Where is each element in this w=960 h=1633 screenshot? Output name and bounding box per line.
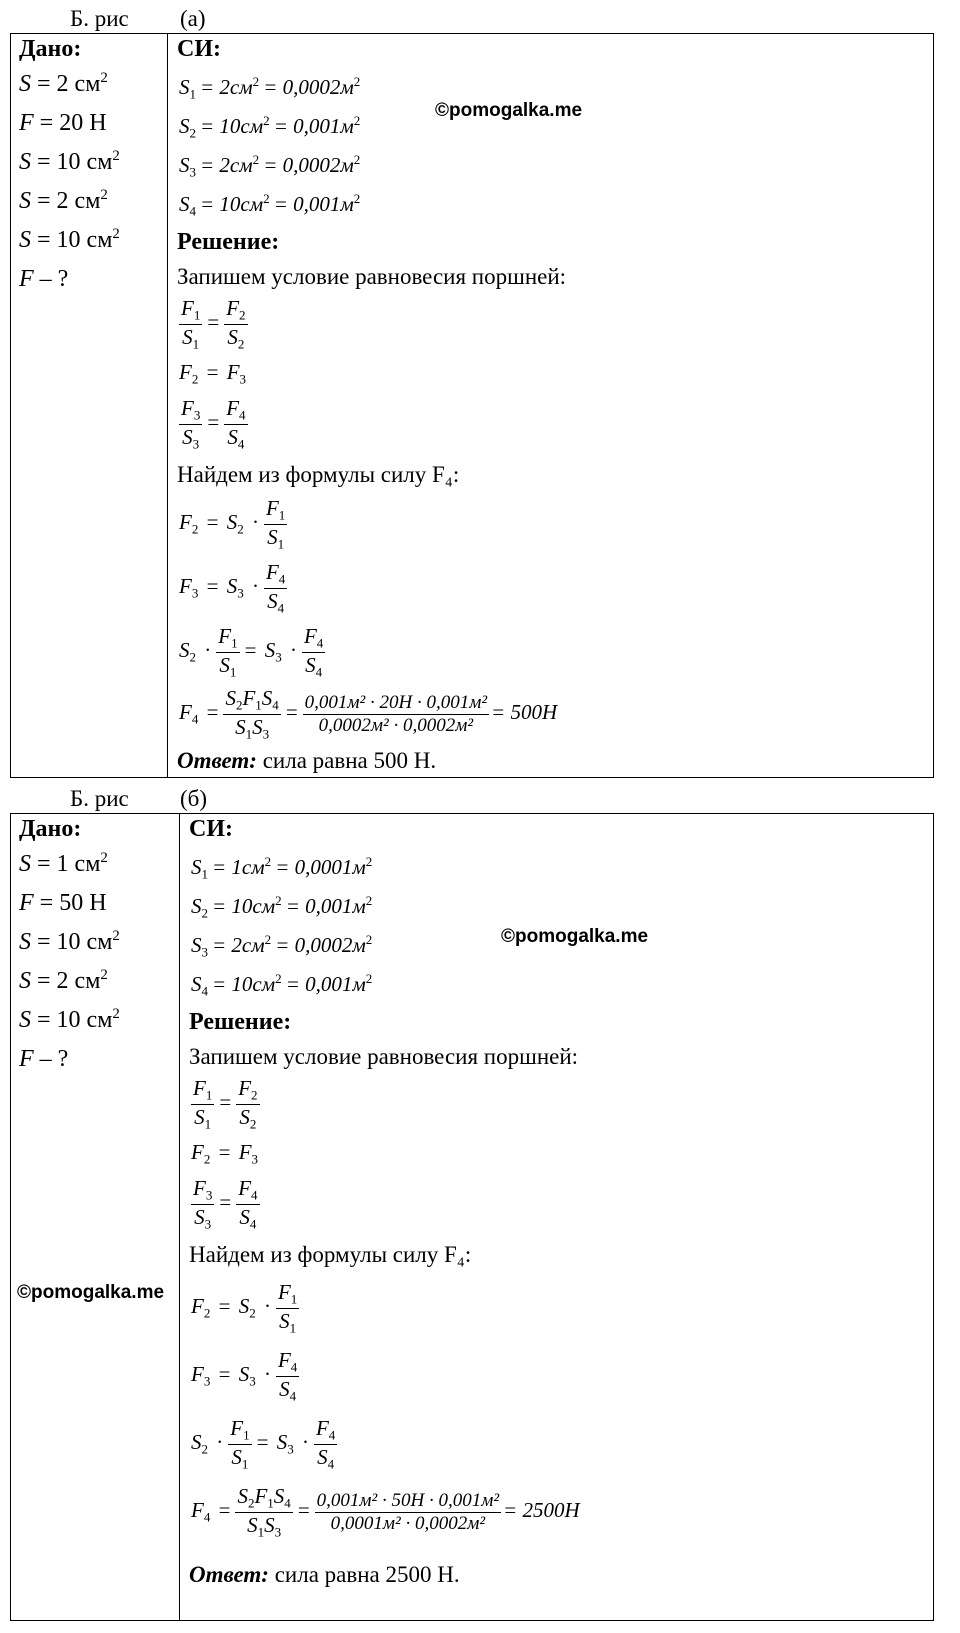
si-item (191, 893, 372, 921)
si-m-value: = 0,001м (273, 191, 354, 216)
given-variable: F (19, 109, 34, 136)
given-variable: S (19, 226, 31, 253)
equation-f2-expr: $F_2 = S_2$ · $\frac{F_1}{S_1}$ (191, 1280, 298, 1336)
si-m-value: = 0,0002м (275, 932, 366, 957)
given-item (19, 1045, 68, 1073)
si-subscript: 4 (201, 983, 209, 999)
si-m-value: = 0,001м (285, 971, 366, 996)
answer-label: Ответ: (189, 1562, 269, 1587)
given-exponent: 2 (100, 70, 108, 86)
si-exponent: 2 (263, 113, 270, 128)
si-variable: S (179, 113, 190, 138)
answer-label: Ответ: (177, 748, 257, 773)
si-subscript: 4 (189, 203, 197, 219)
si-variable: S (179, 152, 190, 177)
si-variable: S (191, 893, 202, 918)
si-subscript: 1 (189, 86, 197, 102)
equation-combined: $S_2$ · $\frac{F_1}{S_1}$ = $S_3$ · $\frac{F_4}{S_4}$ (179, 624, 324, 680)
equation-final: $F_4$ = $\frac{S_2F_1S_4}{S_1S_3}$ = $\frac{\text{0,001м² · 50Н · 0,001м²}}{\text{0,0001м² · 0,0002м²}}$ = 2500Н (191, 1484, 580, 1540)
given-variable: S (19, 187, 31, 214)
given-item (19, 1006, 120, 1034)
equation-final: $F_4$ = $\frac{S_2F_1S_4}{S_1S_3}$ = $\frac{\text{0,001м² · 20Н · 0,001м²}}{\text{0,0002м² · 0,0002м²}}$ = 500Н (179, 686, 558, 742)
si-variable: S (191, 971, 202, 996)
caption-a-variant: (a) (180, 6, 206, 31)
given-item (19, 889, 107, 917)
caption-b-label: Б. рис (70, 786, 129, 811)
si-item (179, 191, 360, 219)
equilibrium-text: Запишем условие равновесия поршней: (189, 1044, 579, 1069)
si-variable: S (191, 932, 202, 957)
si-exponent: 2 (353, 191, 361, 206)
si-exponent: 2 (263, 191, 270, 206)
si-header: СИ: (177, 36, 221, 62)
si-cm-value: = 2см (200, 152, 253, 177)
si-m-value: = 0,0001м (275, 854, 366, 879)
equation-f1s1-f2s2: $\frac{F_1}{S_1}$ = $\frac{F_2}{S_2}$ (181, 296, 246, 352)
equation-f3-expr: $F_3 = S_3$ · $\frac{F_4}{S_4}$ (191, 1348, 298, 1404)
find-force-text: Найдем из формулы силу F₄: (189, 1242, 472, 1267)
si-m-value: = 0,001м (273, 113, 354, 138)
given-exponent: 2 (100, 187, 108, 203)
given-variable: S (19, 850, 31, 877)
given-value: = 10 см (37, 226, 113, 253)
given-variable: S (19, 148, 31, 175)
given-variable: F (19, 889, 34, 916)
given-item (19, 265, 68, 293)
given-variable: S (19, 1006, 31, 1033)
si-m-value: = 0,0002м (263, 74, 354, 99)
equation-f3-expr: $F_3 = S_3$ · $\frac{F_4}{S_4}$ (179, 560, 286, 616)
solution-table-a (10, 33, 934, 778)
given-item (19, 148, 120, 176)
si-exponent: 2 (365, 932, 373, 947)
si-variable: S (179, 74, 190, 99)
given-variable: F (19, 265, 34, 292)
si-cm-value: = 10см (200, 191, 264, 216)
si-exponent: 2 (252, 152, 260, 167)
equation-combined: $S_2$ · $\frac{F_1}{S_1}$ = $S_3$ · $\frac{F_4}{S_4}$ (191, 1416, 336, 1472)
given-value: = 10 см (37, 1006, 113, 1033)
si-cm-value: = 1см (212, 854, 265, 879)
equation-f3s3-f4s4: $\frac{F_3}{S_3}$ = $\frac{F_4}{S_4}$ (193, 1176, 258, 1232)
given-value: = 1 см (37, 850, 101, 877)
given-value: – ? (39, 265, 69, 292)
given-exponent: 2 (100, 967, 108, 983)
given-item (19, 109, 107, 137)
si-exponent: 2 (353, 152, 361, 167)
si-subscript: 3 (189, 164, 197, 180)
given-item (19, 967, 108, 995)
si-exponent: 2 (275, 893, 282, 908)
final-numerator: 0,001м² · 20Н · 0,001м² (304, 691, 488, 713)
given-value: = 10 см (37, 148, 113, 175)
si-subscript: 3 (201, 944, 209, 960)
answer (189, 1562, 460, 1588)
watermark: ©pomogalka.me (501, 926, 649, 947)
given-item (19, 226, 120, 254)
given-value: = 50 Н (39, 889, 107, 916)
equation-f2-expr: $F_2 = S_2$ · $\frac{F_1}{S_1}$ (179, 496, 286, 552)
final-result: = 500Н (491, 699, 558, 724)
given-value: = 2 см (37, 70, 101, 97)
given-variable: S (19, 928, 31, 955)
given-exponent: 2 (100, 850, 108, 866)
si-variable: S (191, 854, 202, 879)
given-item (19, 187, 108, 215)
equation-f2-f3: $F_2 = F_3$ (179, 360, 247, 387)
equation-f3s3-f4s4: $\frac{F_3}{S_3}$ = $\frac{F_4}{S_4}$ (181, 396, 246, 452)
given-variable: S (19, 967, 31, 994)
final-denominator: 0,0002м² · 0,0002м² (318, 714, 474, 736)
si-m-value: = 0,001м (285, 893, 366, 918)
si-variable: S (179, 191, 190, 216)
si-item (191, 971, 372, 999)
given-exponent: 2 (112, 1006, 120, 1022)
equation-f2-f3: $F_2 = F_3$ (191, 1140, 259, 1167)
given-variable: S (19, 70, 31, 97)
answer (177, 748, 436, 774)
find-force-text: Найдем из формулы силу F₄: (177, 462, 460, 487)
si-subscript: 1 (201, 866, 209, 882)
si-item (179, 152, 360, 180)
si-exponent: 2 (365, 893, 373, 908)
si-exponent: 2 (353, 113, 361, 128)
si-item (179, 74, 360, 102)
given-header: Дано: (19, 36, 82, 62)
si-item (191, 854, 372, 882)
given-value: = 20 Н (39, 109, 107, 136)
si-subscript: 2 (189, 125, 197, 141)
given-header: Дано: (19, 816, 82, 842)
given-value: = 2 см (37, 967, 101, 994)
si-m-value: = 0,0002м (263, 152, 354, 177)
si-exponent: 2 (353, 74, 361, 89)
given-item (19, 70, 108, 98)
column-divider (179, 814, 180, 1620)
given-value: – ? (39, 1045, 69, 1072)
solution-header: Решение: (189, 1009, 292, 1035)
si-exponent: 2 (252, 74, 260, 89)
si-cm-value: = 10см (212, 971, 276, 996)
given-value: = 10 см (37, 928, 113, 955)
si-cm-value: = 2см (212, 932, 265, 957)
solution-table-b (10, 813, 934, 1621)
given-exponent: 2 (112, 928, 120, 944)
given-value: = 2 см (37, 187, 101, 214)
watermark: ©pomogalka.me (17, 1282, 165, 1303)
given-variable: F (19, 1045, 34, 1072)
given-exponent: 2 (112, 226, 120, 242)
si-item (191, 932, 372, 960)
si-exponent: 2 (275, 971, 282, 986)
si-cm-value: = 2см (200, 74, 253, 99)
final-denominator: 0,0001м² · 0,0002м² (330, 1512, 486, 1534)
si-cm-value: = 10см (212, 893, 276, 918)
final-result: = 2500Н (503, 1497, 580, 1522)
answer-text: сила равна 2500 Н. (274, 1562, 460, 1587)
si-item (179, 113, 360, 141)
caption-b-variant: (б) (180, 786, 208, 811)
si-header: СИ: (189, 816, 233, 842)
si-exponent: 2 (264, 854, 272, 869)
equation-f1s1-f2s2: $\frac{F_1}{S_1}$ = $\frac{F_2}{S_2}$ (193, 1076, 258, 1132)
solution-header: Решение: (177, 229, 280, 255)
given-item (19, 928, 120, 956)
caption-a-label: Б. рис (70, 6, 129, 31)
given-item (19, 850, 108, 878)
si-subscript: 2 (201, 905, 209, 921)
given-exponent: 2 (112, 148, 120, 164)
answer-text: сила равна 500 Н. (262, 748, 437, 773)
si-exponent: 2 (264, 932, 272, 947)
si-exponent: 2 (365, 854, 373, 869)
watermark: ©pomogalka.me (435, 100, 583, 121)
equilibrium-text: Запишем условие равновесия поршней: (177, 264, 567, 289)
column-divider (167, 34, 168, 777)
si-cm-value: = 10см (200, 113, 264, 138)
final-numerator: 0,001м² · 50Н · 0,001м² (316, 1489, 500, 1511)
si-exponent: 2 (365, 971, 373, 986)
